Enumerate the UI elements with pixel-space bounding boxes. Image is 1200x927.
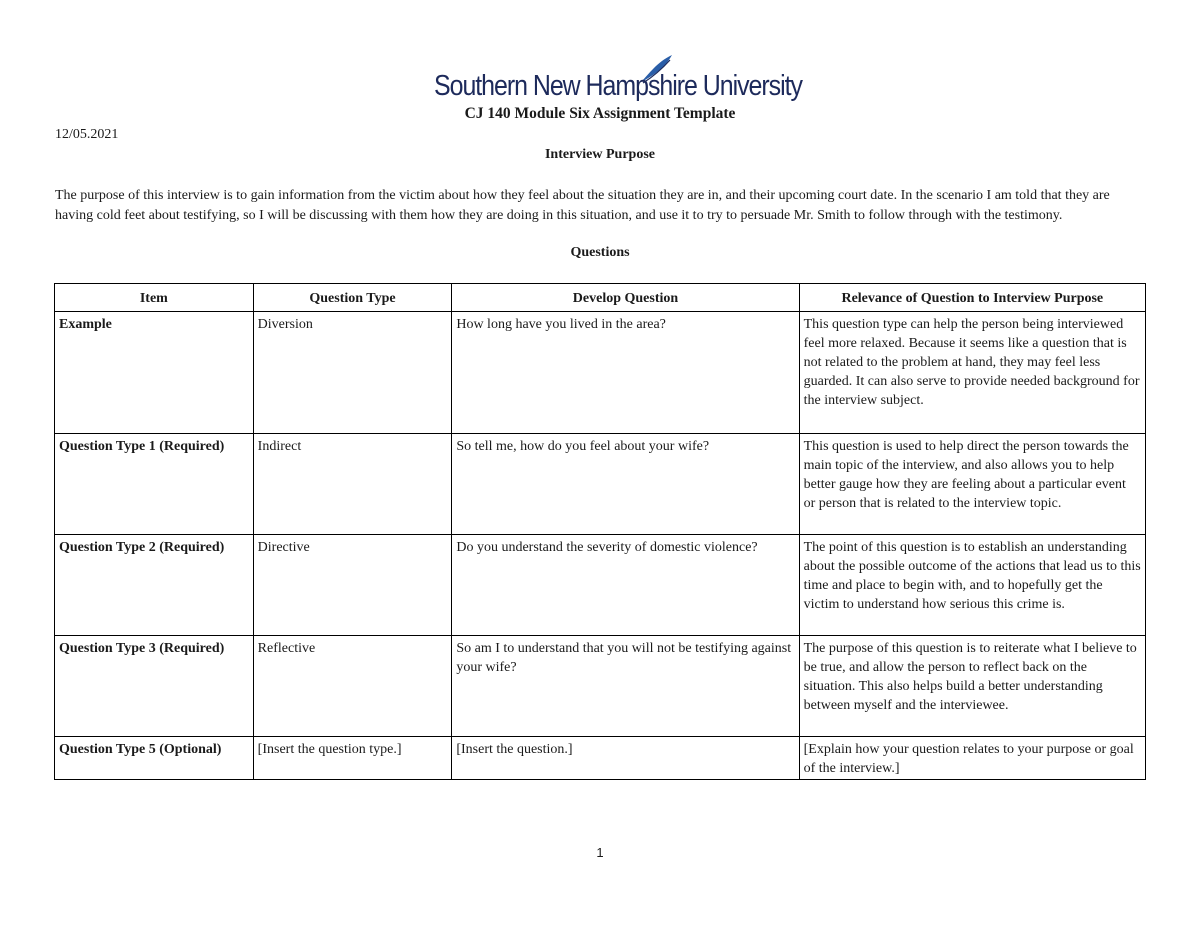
- cell-item: Question Type 2 (Required): [55, 535, 254, 636]
- purpose-paragraph: The purpose of this interview is to gain information from the victim about how they feel about the situation they are in, and their upcoming court date. In the scenario I am told that they are having cold feet about testifying, so I will be discussing with them how they are doing in this situation, and use it to try to persuade Mr. Smith to follow through with the testimony.: [55, 188, 1110, 223]
- page-number: 1: [596, 845, 604, 860]
- header-item: Item: [55, 284, 254, 312]
- table-row: [55, 636, 1146, 737]
- university-logo: [434, 54, 802, 106]
- cell-type: Diversion: [253, 312, 452, 434]
- cell-question: So tell me, how do you feel about your wife?: [452, 434, 799, 535]
- cell-item: Question Type 5 (Optional): [55, 737, 254, 780]
- cell-item: Question Type 1 (Required): [55, 434, 254, 535]
- table-row: [55, 737, 1146, 780]
- document-title: CJ 140 Module Six Assignment Template: [464, 105, 736, 122]
- cell-relevance: The point of this question is to establish an understanding about the possible outcome of the actions that lead us to this time and place to begin with, and to hopefully get the victim to understand how serious this crime is.: [799, 535, 1145, 636]
- header-question-type: Question Type: [253, 284, 452, 312]
- questions-table: [54, 283, 1146, 780]
- document-date: 12/05.2021: [55, 127, 119, 142]
- logo-text: Southern New Hampshire University: [434, 70, 802, 102]
- cell-type: Indirect: [253, 434, 452, 535]
- cell-question: So am I to understand that you will not be testifying against your wife?: [452, 636, 799, 737]
- cell-type: [Insert the question type.]: [253, 737, 452, 780]
- table-row: [55, 535, 1146, 636]
- cell-relevance: The purpose of this question is to reiterate what I believe to be true, and allow the person to reflect back on the situation. This also helps build a better understanding between myself and the interviewee.: [799, 636, 1145, 737]
- cell-question: Do you understand the severity of domestic violence?: [452, 535, 799, 636]
- cell-relevance: This question type can help the person being interviewed feel more relaxed. Because it seems like a question that is not related to the problem at hand, they may feel less guarded. It can also serve to provide needed background for the interview subject.: [799, 312, 1145, 434]
- table-row: [55, 434, 1146, 535]
- cell-type: Directive: [253, 535, 452, 636]
- cell-type: Reflective: [253, 636, 452, 737]
- questions-heading: Questions: [570, 245, 630, 260]
- purpose-heading: Interview Purpose: [544, 147, 656, 162]
- header-relevance: Relevance of Question to Interview Purpose: [799, 284, 1145, 312]
- cell-question: How long have you lived in the area?: [452, 312, 799, 434]
- header-develop-question: Develop Question: [452, 284, 799, 312]
- cell-question: [Insert the question.]: [452, 737, 799, 780]
- table-row: [55, 312, 1146, 434]
- cell-item: Question Type 3 (Required): [55, 636, 254, 737]
- cell-relevance: This question is used to help direct the person towards the main topic of the interview, and also allows you to help better gauge how they are feeling about a particular event or person that is related to the interview topic.: [799, 434, 1145, 535]
- cell-relevance: [Explain how your question relates to your purpose or goal of the interview.]: [799, 737, 1145, 780]
- table-header-row: [55, 284, 1146, 312]
- cell-item: Example: [55, 312, 254, 434]
